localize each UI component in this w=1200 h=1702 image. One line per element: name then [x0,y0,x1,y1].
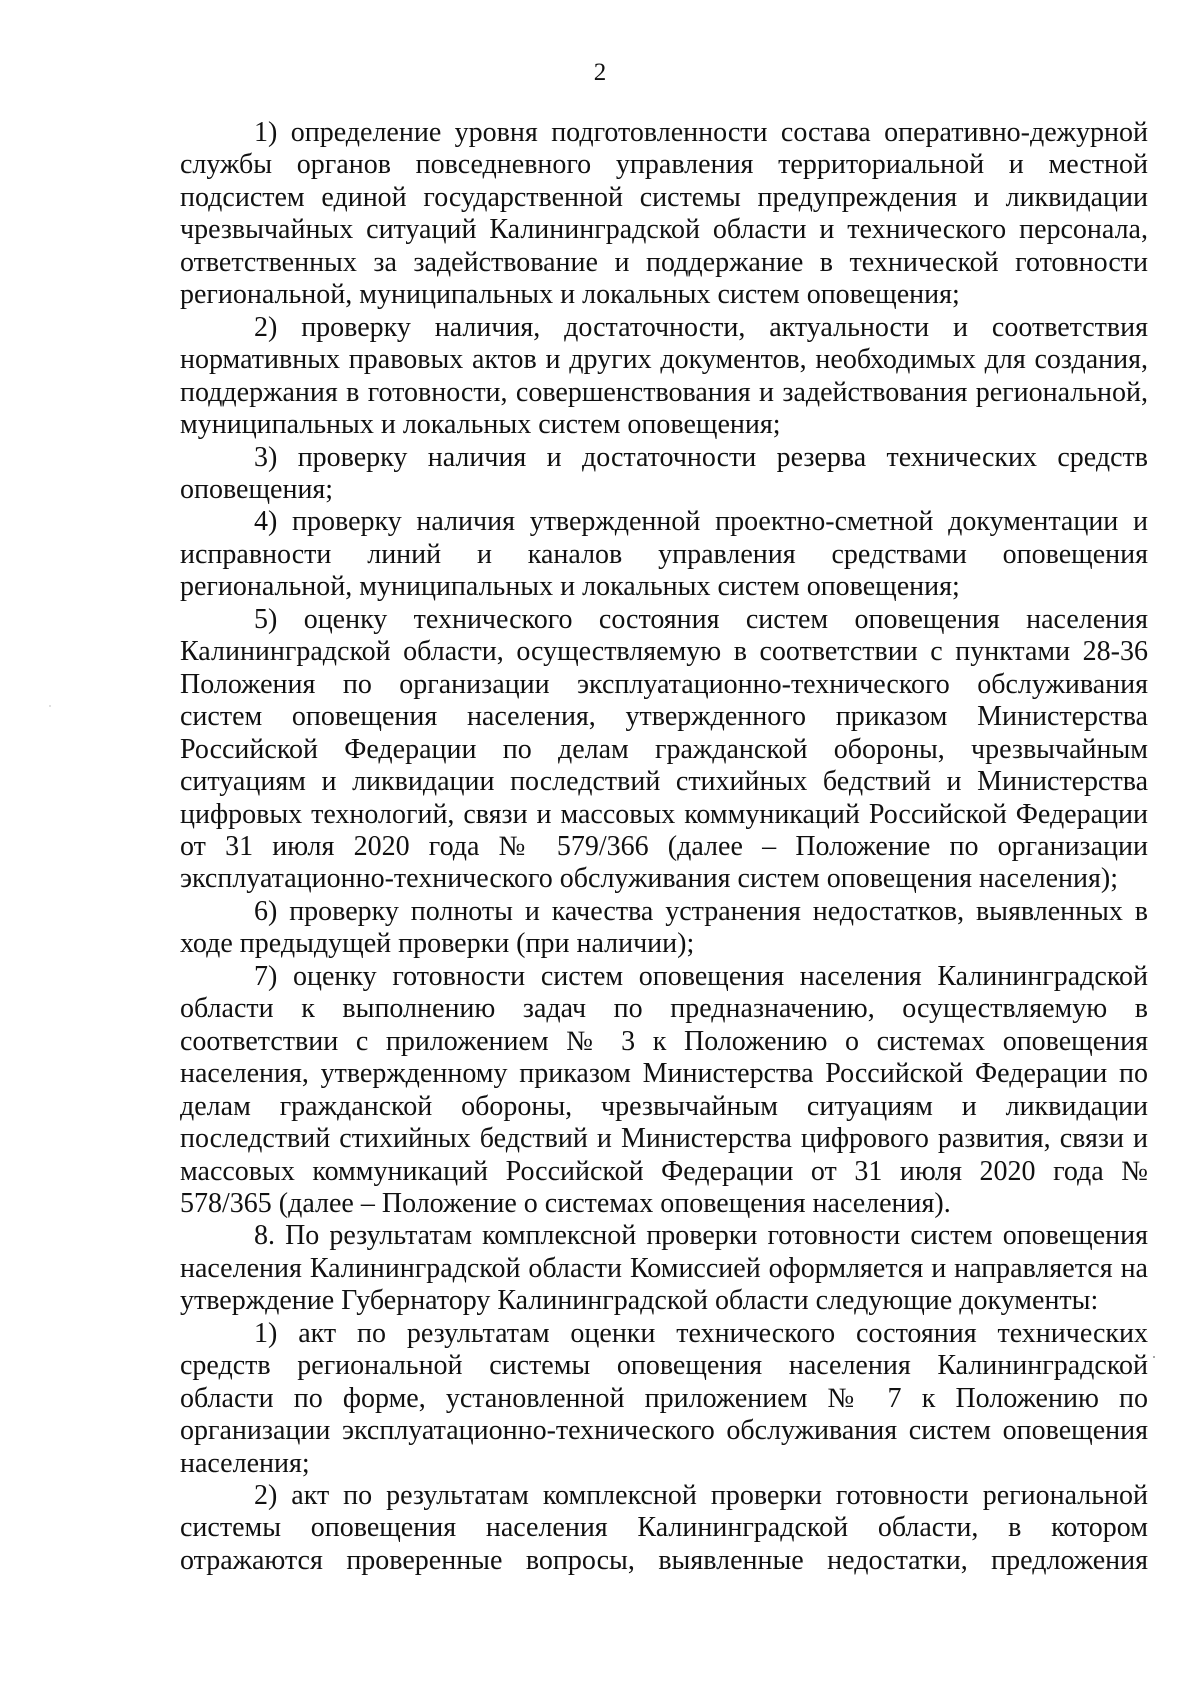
paragraph-item-5: 5) оценку технического состояния систем оповещения населения Калининградской области, осуществляемую в соответствии с пунктами 28-36 Положения по организации эксплуатационно-технического обслуживания систем оповещения населения, утвержденного приказом Министерства Российской Федерации по делам гражданской обороны, чрезвычайным ситуациям и ликвидации последствий стихийных бедствий и Министерства цифровых технологий, связи и массовых коммуникаций Российской Федерации от 31 июля 2020 года № 579/366 (далее – Положение по организации эксплуатационно-технического обслуживания систем оповещения населения); [180,603,1148,895]
paragraph-item-2: 2) проверку наличия, достаточности, актуальности и соответствия нормативных правовых актов и других документов, необходимых для создания, поддержания в готовности, совершенствования и задействования региональной, муниципальных и локальных систем оповещения; [180,311,1148,441]
document-body [180,117,1148,1577]
scan-speck [1153,1356,1155,1358]
paragraph-item-4: 4) проверку наличия утвержденной проектно-сметной документации и исправности линий и каналов управления средствами оповещения региональной, муниципальных и локальных систем оповещения; [180,506,1148,603]
paragraph-section-8-item-2: 2) акт по результатам комплексной проверки готовности региональной системы оповещения населения Калининградской области, в котором отражаются проверенные вопросы, выявленные недостатки, предложения [180,1480,1148,1576]
paragraph-item-7: 7) оценку готовности систем оповещения населения Калининградской области к выполнению задач по предназначению, осуществляемую в соответствии с приложением № 3 к Положению о системах оповещения населения, утвержденному приказом Министерства Российской Федерации по делам гражданской обороны, чрезвычайным ситуациям и ликвидации последствий стихийных бедствий и Министерства цифрового развития, связи и массовых коммуникаций Российской Федерации от 31 июля 2020 года № 578/365 (далее – Положение о системах оповещения населения). [180,960,1148,1219]
scan-speck [49,705,51,707]
paragraph-item-6: 6) проверку полноты и качества устранения недостатков, выявленных в ходе предыдущей проверки (при наличии); [180,895,1148,960]
page-number: 2 [593,59,607,86]
paragraph-item-1: 1) определение уровня подготовленности состава оперативно-дежурной службы органов повседневного управления территориальной и местной подсистем единой государственной системы предупреждения и ликвидации чрезвычайных ситуаций Калининградской области и технического персонала, ответственных за задействование и поддержание в технической готовности региональной, муниципальных и локальных систем оповещения; [180,117,1148,311]
paragraph-section-8: 8. По результатам комплексной проверки готовности систем оповещения населения Калининградской области Комиссией оформляется и направляется на утверждение Губернатору Калининградской области следующие документы: [180,1220,1148,1317]
paragraph-item-3: 3) проверку наличия и достаточности резерва технических средств оповещения; [180,441,1148,505]
paragraph-section-8-item-1: 1) акт по результатам оценки технического состояния технических средств региональной системы оповещения населения Калининградской области по форме, установленной приложением № 7 к Положению по организации эксплуатационно-технического обслуживания систем оповещения населения; [180,1317,1148,1479]
